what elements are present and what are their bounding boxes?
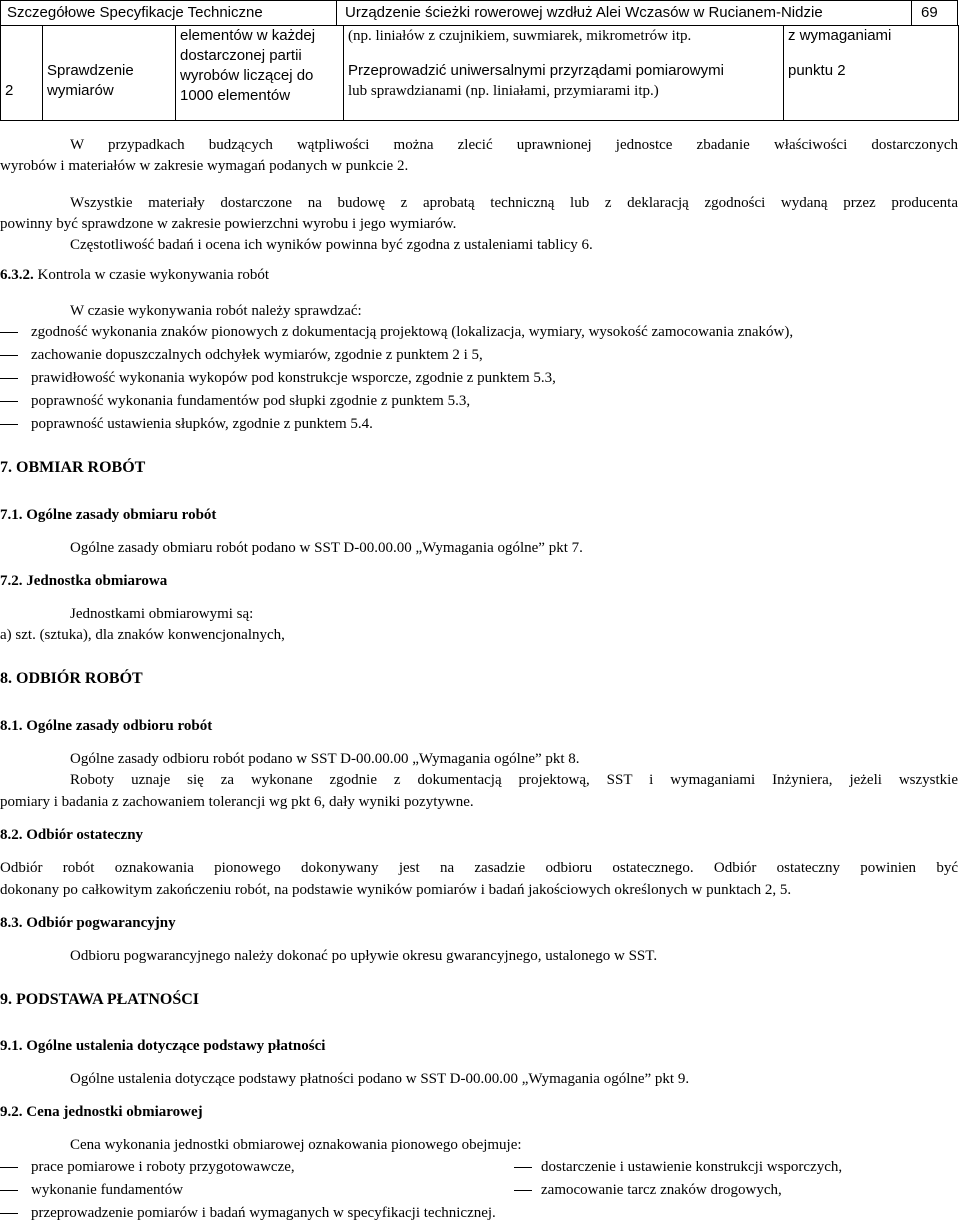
heading-7: 7. OBMIAR ROBÓT — [0, 459, 146, 476]
list-item: prace pomiarowe i roboty przygotowawcze, — [31, 1159, 295, 1175]
table-row-number: 2 — [1, 26, 43, 121]
table-cell-method: (np. liniałów z czujnikiem, suwmiarek, mikrometrów itp. Przeprowadzić uniwersalnymi przyrządami pomiarowymi lub sprawdzianami (np. liniałami, przymiarami itp.) — [344, 26, 784, 121]
list-item: prawidłowość wykonania wykopów pod konstrukcje wsporcze, zgodnie z punktem 5.3, — [31, 370, 556, 386]
paragraph-frequency: Częstotliwość badań i ocena ich wyników powinna być zgodna z ustaleniami tablicy 6. — [70, 237, 593, 253]
control-table — [0, 25, 959, 121]
paragraph-8-2: Odbiór robót oznakowania pionowego dokonywany jest na zasadzie odbioru ostatecznego. Odbiór ostateczny powinien być — [0, 860, 958, 876]
page-number: 69 — [921, 4, 938, 21]
header-document-title: Szczegółowe Specyfikacje Techniczne — [7, 4, 263, 21]
paragraph-doubts-cont: wyrobów i materiałów w zakresie wymagań podanych w punkcie 2. — [0, 158, 409, 174]
paragraph-9-1: Ogólne ustalenia dotyczące podstawy płatności podano w SST D-00.00.00 „Wymagania ogólne” pkt 9. — [70, 1071, 690, 1087]
paragraph-8-1b: Roboty uznaje się za wykonane zgodnie z dokumentacją projektową, SST i wymaganiami Inżyniera, jeżeli wszystkie — [70, 772, 958, 788]
paragraph-materials-cont: powinny być sprawdzone w zakresie powierzchni wyrobu i jego wymiarów. — [0, 216, 457, 232]
heading-8: 8. ODBIÓR ROBÓT — [0, 670, 143, 687]
paragraph-9-2: Cena wykonania jednostki obmiarowej oznakowania pionowego obejmuje: — [70, 1137, 522, 1153]
paragraph-8-2-cont: dokonany po całkowitym zakończeniu robót, na podstawie wyników pomiarów i badań jakościowych określonych w punktach 2, 5. — [0, 882, 792, 898]
paragraph-8-1b-cont: pomiary i badania z zachowaniem tolerancji wg pkt 6, dały wyniki pozytywne. — [0, 794, 474, 810]
list-item: zamocowanie tarcz znaków drogowych, — [541, 1182, 782, 1198]
heading-9-1: 9.1. Ogólne ustalenia dotyczące podstawy płatności — [0, 1038, 326, 1054]
table-cell-test: Sprawdzenie wymiarów — [43, 26, 176, 121]
paragraph-7-2-a: a) szt. (sztuka), dla znaków konwencjonalnych, — [0, 627, 285, 643]
table-cell-scope: elementów w każdej dostarczonej partii wyrobów liczącej do 1000 elementów — [176, 26, 344, 121]
list-item: dostarczenie i ustawienie konstrukcji wsporczych, — [541, 1159, 843, 1175]
header-project-title: Urządzenie ścieżki rowerowej wzdłuż Alei Wczasów w Rucianem-Nidzie — [345, 4, 823, 21]
table-cell-requirement: z wymaganiami punktu 2 — [784, 26, 959, 121]
heading-8-3: 8.3. Odbiór pogwarancyjny — [0, 915, 176, 931]
heading-7-1: 7.1. Ogólne zasady obmiaru robót — [0, 507, 217, 523]
paragraph-materials: Wszystkie materiały dostarczone na budowę z aprobatą techniczną lub z deklaracją zgodności wydaną przez producenta — [70, 195, 958, 211]
heading-9: 9. PODSTAWA PŁATNOŚCI — [0, 991, 199, 1008]
list-item: zachowanie dopuszczalnych odchyłek wymiarów, zgodnie z punktem 2 i 5, — [31, 347, 483, 363]
paragraph-8-3: Odbioru pogwarancyjnego należy dokonać po upływie okresu gwarancyjnego, ustalonego w SST. — [70, 948, 658, 964]
heading-7-2: 7.2. Jednostka obmiarowa — [0, 573, 168, 589]
paragraph-7-1: Ogólne zasady obmiaru robót podano w SST D-00.00.00 „Wymagania ogólne” pkt 7. — [70, 540, 583, 556]
list-item: poprawność ustawienia słupków, zgodnie z punktem 5.4. — [31, 416, 373, 432]
list-item: wykonanie fundamentów — [31, 1182, 184, 1198]
section-6-3-2: 6.3.2. Kontrola w czasie wykonywania robót — [0, 267, 270, 283]
paragraph-8-1: Ogólne zasady odbioru robót podano w SST D-00.00.00 „Wymagania ogólne” pkt 8. — [70, 751, 580, 767]
heading-9-2: 9.2. Cena jednostki obmiarowej — [0, 1104, 203, 1120]
list-item: poprawność wykonania fundamentów pod słupki zgodnie z punktem 5.3, — [31, 393, 471, 409]
list-item: zgodność wykonania znaków pionowych z dokumentacją projektową (lokalizacja, wymiary, wysokość zamocowania znaków), — [31, 324, 794, 340]
paragraph-7-2: Jednostkami obmiarowymi są: — [70, 606, 254, 622]
paragraph-check-intro: W czasie wykonywania robót należy sprawdzać: — [70, 303, 362, 319]
heading-8-2: 8.2. Odbiór ostateczny — [0, 827, 144, 843]
list-item: przeprowadzenie pomiarów i badań wymaganych w specyfikacji technicznej. — [31, 1205, 496, 1221]
heading-8-1: 8.1. Ogólne zasady odbioru robót — [0, 718, 213, 734]
page-header — [0, 0, 958, 26]
paragraph-doubts: W przypadkach budzących wątpliwości można zlecić uprawnionej jednostce zbadanie właściwości dostarczonych — [70, 137, 958, 153]
